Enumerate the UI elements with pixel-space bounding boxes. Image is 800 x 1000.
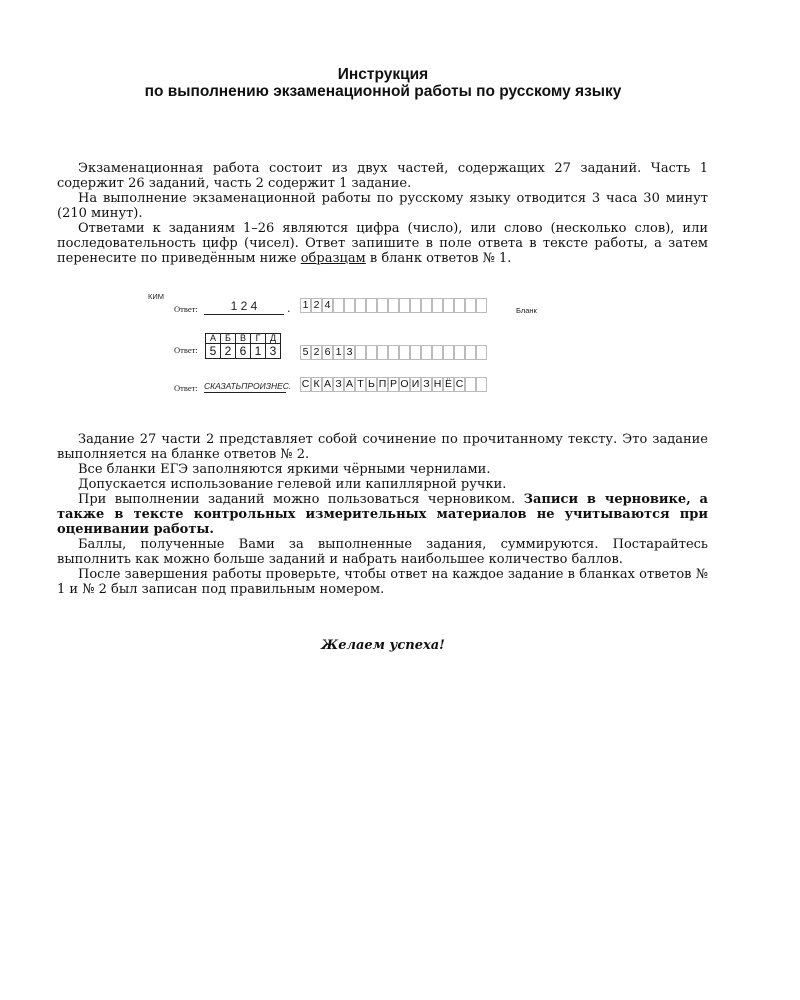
- blank-cell: К: [311, 377, 322, 392]
- blank-cell: 2: [311, 345, 322, 360]
- rules-text: [57, 432, 708, 597]
- text-run: При выполнении заданий можно пользоваться черновиком.: [78, 492, 524, 507]
- blank-cell: [465, 345, 476, 360]
- rules-paragraph: [57, 492, 708, 537]
- blank-cell: Р: [389, 378, 397, 390]
- blank-cells-row: [300, 298, 487, 313]
- blank-cell: С: [455, 378, 464, 390]
- title-line-2: по выполнению экзаменационной работы по русскому языку: [144, 83, 622, 100]
- blank-cell: [421, 345, 432, 360]
- kim-label: КИМ: [148, 292, 165, 301]
- grid-header-cell: А: [206, 334, 221, 344]
- blank-cell: [421, 298, 432, 313]
- blank-cell: Ь: [366, 377, 377, 392]
- blank-cell: [454, 298, 465, 313]
- blank-cell: З: [421, 377, 432, 392]
- blank-cell: [443, 298, 454, 313]
- blank-cell: Н: [433, 378, 442, 390]
- blank-cell: [366, 298, 377, 313]
- blank-cell: [388, 345, 399, 360]
- blank-cells-row: [300, 377, 487, 392]
- blank-cell: С: [301, 378, 310, 390]
- blank-cell: [432, 345, 443, 360]
- blank-cell: [465, 377, 476, 392]
- grid-value-cell: 3: [266, 344, 281, 359]
- rules-paragraph: Допускается использование гелевой или капиллярной ручки.: [78, 477, 507, 492]
- grid-value-cell: 5: [206, 344, 221, 359]
- samples-reference: образцам: [300, 251, 366, 266]
- blank-cell: [377, 298, 388, 313]
- grid-header-cell: Д: [266, 334, 281, 344]
- blank-cell: [476, 298, 487, 313]
- blank-cell: [388, 298, 399, 313]
- text-run: Ответами к заданиям 1–26 являются цифра (число), или слово (несколько слов), или последовательность цифр (чисел). Ответ запишите в поле ответа в тексте работы, а затем перенесите по приведённым ниже: [57, 221, 708, 266]
- page-title: [0, 66, 766, 100]
- blank-cell: 1: [300, 298, 311, 313]
- text-run: в бланк ответов № 1.: [365, 251, 512, 266]
- intro-text: [57, 161, 708, 266]
- blank-cell: [344, 298, 355, 313]
- blank-cell: [476, 377, 487, 392]
- blank-cell: [476, 345, 487, 360]
- blank-cell: 2: [311, 298, 322, 313]
- blank-cell: П: [378, 378, 387, 390]
- answer-label: Ответ:: [174, 345, 198, 355]
- rules-paragraph: После завершения работы проверьте, чтобы ответ на каждое задание в бланках ответов № 1 и № 2 был записан под правильным номером.: [57, 567, 708, 597]
- blank-cell: Т: [355, 377, 366, 392]
- blank-cell: Ё: [444, 378, 452, 390]
- blank-cell: [377, 345, 388, 360]
- blank-cell: [443, 345, 454, 360]
- blank-cell: [355, 298, 366, 313]
- blank-cell: [454, 345, 465, 360]
- grid-header-cell: Б: [221, 334, 236, 344]
- blank-cell: О: [400, 378, 409, 390]
- intro-paragraph: На выполнение экзаменационной работы по русскому языку отводится 3 часа 30 минут (210 минут).: [57, 191, 708, 221]
- blank-cell: [366, 345, 377, 360]
- blank-cell: [410, 298, 421, 313]
- sample-written-answer: 1 2 4: [204, 298, 284, 315]
- rules-paragraph: Все бланки ЕГЭ заполняются яркими чёрными чернилами.: [78, 462, 491, 477]
- grid-header-cell: В: [236, 334, 251, 344]
- intro-paragraph: Экзаменационная работа состоит из двух частей, содержащих 27 заданий. Часть 1 содержит 26 заданий, часть 2 содержит 1 задание.: [57, 161, 708, 191]
- blank-cell: З: [333, 377, 344, 392]
- grid-value-cell: 6: [236, 344, 251, 359]
- blank-cell: [432, 298, 443, 313]
- blank-cell: [355, 345, 366, 360]
- blank-cell: А: [323, 378, 331, 390]
- good-luck-wish: Желаем успеха!: [321, 638, 445, 653]
- grid-value-cell: 2: [221, 344, 236, 359]
- blank-cell: 5: [300, 345, 311, 360]
- bold-warning: Записи в черновике, а также в тексте контрольных измерительных материалов не учитываются при оценивании работы.: [57, 492, 708, 537]
- rules-paragraph: Баллы, полученные Вами за выполненные задания, суммируются. Постарайтесь выполнить как можно больше заданий и набрать наибольшее количество баллов.: [57, 537, 708, 567]
- blank-cell: [333, 298, 344, 313]
- blank-cell: [399, 345, 410, 360]
- answer-dot: .: [287, 302, 291, 315]
- blank-cell: 6: [322, 345, 333, 360]
- blank-cell: А: [345, 378, 353, 390]
- blank-cell: 1: [333, 345, 344, 360]
- blank-cell: [410, 345, 421, 360]
- blank-cell: 3: [344, 345, 355, 360]
- grid-header-cell: Г: [251, 334, 266, 344]
- blank-cell: [399, 298, 410, 313]
- blank-cell: [465, 298, 476, 313]
- rules-paragraph: Задание 27 части 2 представляет собой сочинение по прочитанному тексту. Это задание выполняется на бланке ответов № 2.: [57, 432, 708, 462]
- blank-cells-row: [300, 345, 487, 360]
- blank-cell: 4: [322, 298, 333, 313]
- intro-paragraph: [57, 221, 708, 266]
- blank-cell: И: [411, 378, 420, 390]
- answer-label: Ответ:: [174, 383, 198, 393]
- answer-label: Ответ:: [174, 304, 198, 314]
- sample-written-answer: СКАЗАТЬПРОИЗНЕС.: [204, 381, 292, 391]
- blank-label: Бланк: [516, 306, 537, 315]
- grid-value-cell: 1: [251, 344, 266, 359]
- answer-grid: [205, 333, 281, 359]
- title-line-1: Инструкция: [337, 66, 429, 83]
